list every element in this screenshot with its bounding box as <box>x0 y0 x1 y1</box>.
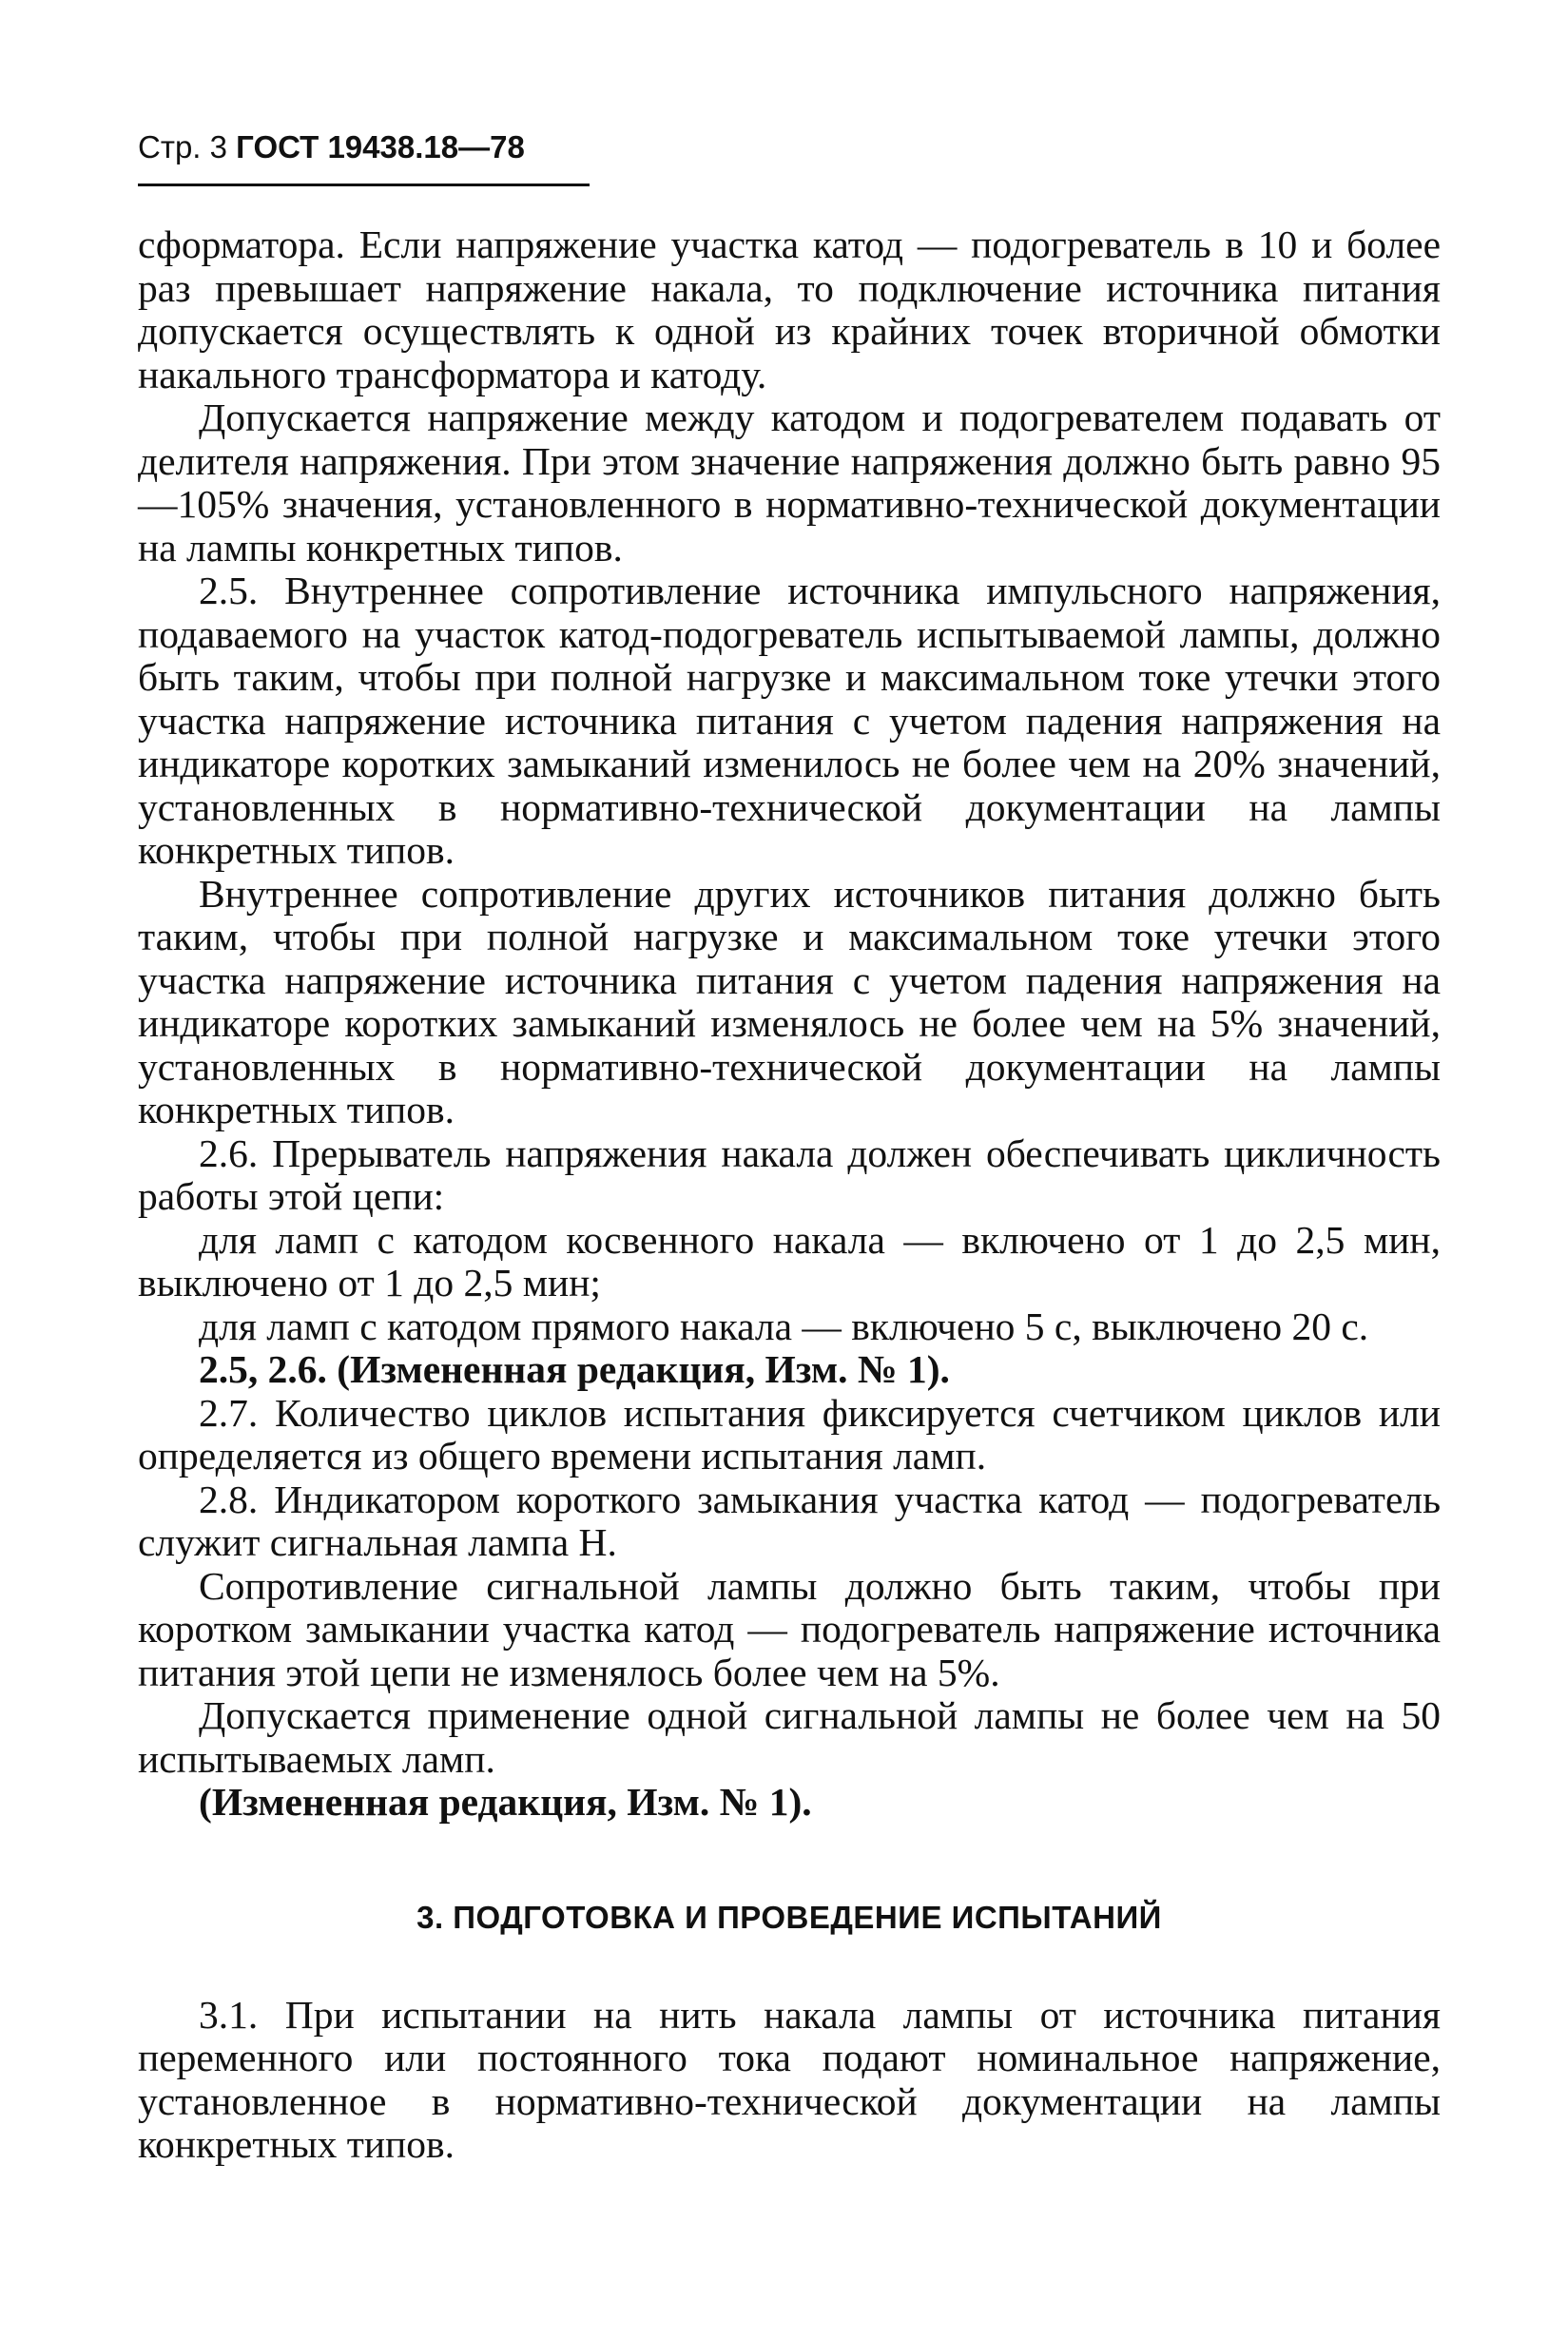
header-rule <box>138 184 590 186</box>
page-label: Стр. 3 <box>138 129 227 164</box>
paragraph-2-7: 2.7. Количество циклов испытания фиксируется счетчиком циклов или определяется из общего времени испытания ламп. <box>138 1390 1441 1478</box>
paragraph-other-sources: Внутреннее сопротивление других источников питания должно быть таким, чтобы при полной нагрузке и максимальном токе утечки этого участка напряжение источника питания с учетом падения напряжения на индикаторе коротких замыканий изменялось не более чем на 5% значений, установленных в нормативно-технической документации на лампы конкретных типов. <box>138 871 1441 1131</box>
amendment-note-2-5-2-6: 2.5, 2.6. (Измененная редакция, Изм. № 1). <box>199 1347 950 1391</box>
body-text <box>138 223 1441 2167</box>
paragraph-3-1: 3.1. При испытании на нить накала лампы от источника питания переменного или постоянного тока подают номинальное напряжение, установленное в нормативно-технической документации на лампы конкретных типов. <box>138 1992 1441 2166</box>
paragraph-2-6: 2.6. Прерыватель напряжения накала должен обеспечивать цикличность работы этой цепи: <box>138 1130 1441 1218</box>
paragraph-signal-lamp-resistance: Сопротивление сигнальной лампы должно быть таким, чтобы при коротком замыкании участка катод — подогреватель напряжение источника питания этой цепи не изменялось более чем на 5%. <box>138 1563 1441 1694</box>
paragraph-direct-cathode: для ламп с катодом прямого накала — включено 5 с, выключено 20 с. <box>199 1304 1369 1348</box>
document-id: ГОСТ 19438.18—78 <box>236 129 525 164</box>
paragraph-signal-lamp-count: Допускается применение одной сигнальной лампы не более чем на 50 испытываемых ламп. <box>138 1693 1441 1781</box>
paragraph-2-5: 2.5. Внутреннее сопротивление источника импульсного напряжения, подаваемого на участок катод-подогреватель испытываемой лампы, должно быть таким, чтобы при полной нагрузке и максимальном токе утечки этого участка напряжение источника питания с учетом падения напряжения на индикаторе коротких замыканий изменилось не более чем на 20% значений, установленных в нормативно-технической документации на лампы конкретных типов. <box>138 569 1441 872</box>
running-header <box>138 128 525 166</box>
paragraph-2-8: 2.8. Индикатором короткого замыкания участка катод — подогреватель служит сигнальная лампа H. <box>138 1477 1441 1564</box>
paragraph-divider-voltage: Допускается напряжение между катодом и подогревателем подавать от делителя напряжения. При этом значение напряжения должно быть равно 95—105% значения, установленного в нормативно-технической документации на лампы конкретных типов. <box>138 396 1441 570</box>
section-3-title: 3. ПОДГОТОВКА И ПРОВЕДЕНИЕ ИСПЫТАНИЙ <box>416 1899 1162 1935</box>
paragraph-indirect-cathode: для ламп с катодом косвенного накала — включено от 1 до 2,5 мин, выключено от 1 до 2,5 мин; <box>138 1217 1441 1304</box>
amendment-note: (Измененная редакция, Изм. № 1). <box>199 1780 812 1824</box>
paragraph-continuation: сформатора. Если напряжение участка катод — подогреватель в 10 и более раз превышает напряжение накала, то подключение источника питания допускается осуществлять к одной из крайних точек вторичной обмотки накального трансформатора и катоду. <box>138 222 1441 396</box>
